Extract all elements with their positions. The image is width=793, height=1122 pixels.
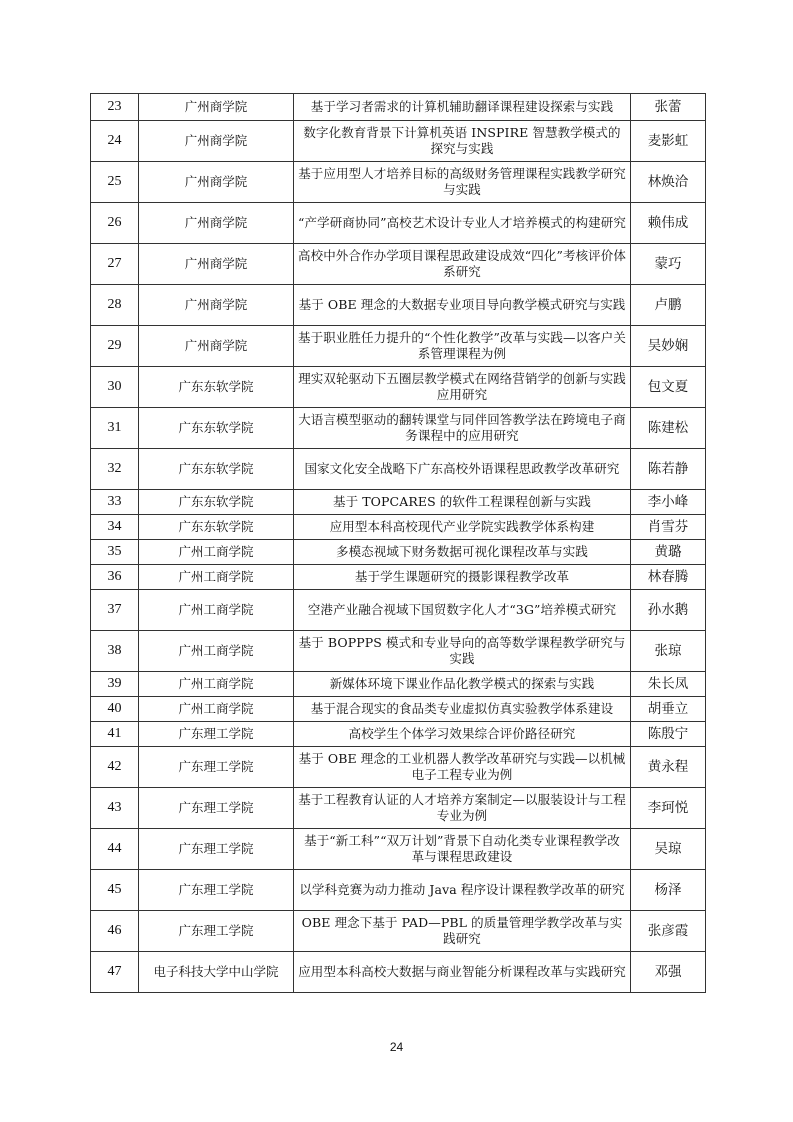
row-number-cell: 29 — [91, 326, 139, 367]
project-list-table — [90, 93, 706, 993]
leader-name-cell: 陈建松 — [631, 408, 706, 449]
project-title-cell: 高校中外合作办学项目课程思政建设成效“四化”考核评价体系研究 — [294, 244, 631, 285]
school-cell: 广州商学院 — [139, 203, 294, 244]
row-number-cell: 41 — [91, 722, 139, 747]
row-number-cell: 37 — [91, 590, 139, 631]
school-cell: 广州商学院 — [139, 94, 294, 121]
leader-name-cell: 黄璐 — [631, 540, 706, 565]
school-cell: 广州商学院 — [139, 285, 294, 326]
project-title-cell: 基于工程教育认证的人才培养方案制定—以服装设计与工程专业为例 — [294, 788, 631, 829]
school-cell: 广东东软学院 — [139, 367, 294, 408]
leader-name-cell: 张彦霞 — [631, 911, 706, 952]
table-row — [91, 565, 706, 590]
table-row — [91, 672, 706, 697]
leader-name-cell: 杨泽 — [631, 870, 706, 911]
project-title-cell: 数字化教育背景下计算机英语 INSPIRE 智慧教学模式的探究与实践 — [294, 121, 631, 162]
school-cell: 广东理工学院 — [139, 870, 294, 911]
school-cell: 广东理工学院 — [139, 747, 294, 788]
table-row — [91, 952, 706, 993]
table-row — [91, 911, 706, 952]
school-cell: 广州工商学院 — [139, 590, 294, 631]
page-number: 24 — [389, 1040, 404, 1054]
table-body — [91, 94, 706, 993]
leader-name-cell: 朱长凤 — [631, 672, 706, 697]
row-number-cell: 33 — [91, 490, 139, 515]
table-row — [91, 326, 706, 367]
row-number-cell: 39 — [91, 672, 139, 697]
leader-name-cell: 张琼 — [631, 631, 706, 672]
project-title-cell: 基于 TOPCARES 的软件工程课程创新与实践 — [294, 490, 631, 515]
project-title-cell: 基于职业胜任力提升的“个性化教学”改革与实践—以客户关系管理课程为例 — [294, 326, 631, 367]
leader-name-cell: 胡垂立 — [631, 697, 706, 722]
project-title-cell: 基于“新工科”“双万计划”背景下自动化类专业课程教学改革与课程思政建设 — [294, 829, 631, 870]
row-number-cell: 27 — [91, 244, 139, 285]
project-title-cell: 空港产业融合视域下国贸数字化人才“3G”培养模式研究 — [294, 590, 631, 631]
row-number-cell: 47 — [91, 952, 139, 993]
table-row — [91, 590, 706, 631]
school-cell: 广州工商学院 — [139, 631, 294, 672]
row-number-cell: 42 — [91, 747, 139, 788]
row-number-cell: 25 — [91, 162, 139, 203]
project-title-cell: 基于学生课题研究的摄影课程教学改革 — [294, 565, 631, 590]
leader-name-cell: 吴妙娴 — [631, 326, 706, 367]
project-title-cell: 基于 OBE 理念的工业机器人教学改革研究与实践—以机械电子工程专业为例 — [294, 747, 631, 788]
school-cell: 广州工商学院 — [139, 565, 294, 590]
project-title-cell: 理实双轮驱动下五圈层教学模式在网络营销学的创新与实践应用研究 — [294, 367, 631, 408]
table-row — [91, 94, 706, 121]
row-number-cell: 36 — [91, 565, 139, 590]
leader-name-cell: 蒙巧 — [631, 244, 706, 285]
leader-name-cell: 包文夏 — [631, 367, 706, 408]
row-number-cell: 38 — [91, 631, 139, 672]
table-row — [91, 870, 706, 911]
project-title-cell: 基于混合现实的食品类专业虚拟仿真实验教学体系建设 — [294, 697, 631, 722]
row-number-cell: 44 — [91, 829, 139, 870]
leader-name-cell: 卢鹏 — [631, 285, 706, 326]
school-cell: 广东东软学院 — [139, 408, 294, 449]
school-cell: 广东理工学院 — [139, 722, 294, 747]
school-cell: 广东东软学院 — [139, 449, 294, 490]
table-row — [91, 788, 706, 829]
table-row — [91, 722, 706, 747]
row-number-cell: 28 — [91, 285, 139, 326]
leader-name-cell: 赖伟成 — [631, 203, 706, 244]
project-title-cell: OBE 理念下基于 PAD—PBL 的质量管理学教学改革与实践研究 — [294, 911, 631, 952]
table-row — [91, 367, 706, 408]
table-row — [91, 121, 706, 162]
project-title-cell: 应用型本科高校现代产业学院实践教学体系构建 — [294, 515, 631, 540]
school-cell: 广州商学院 — [139, 162, 294, 203]
row-number-cell: 32 — [91, 449, 139, 490]
table-row — [91, 490, 706, 515]
project-title-cell: 基于学习者需求的计算机辅助翻译课程建设探索与实践 — [294, 94, 631, 121]
row-number-cell: 35 — [91, 540, 139, 565]
school-cell: 广州工商学院 — [139, 697, 294, 722]
school-cell: 广州商学院 — [139, 121, 294, 162]
leader-name-cell: 麦影虹 — [631, 121, 706, 162]
project-title-cell: 基于应用型人才培养目标的高级财务管理课程实践教学研究与实践 — [294, 162, 631, 203]
leader-name-cell: 黄永程 — [631, 747, 706, 788]
project-title-cell: 高校学生个体学习效果综合评价路径研究 — [294, 722, 631, 747]
project-title-cell: 以学科竞赛为动力推动 Java 程序设计课程教学改革的研究 — [294, 870, 631, 911]
leader-name-cell: 孙水鹅 — [631, 590, 706, 631]
table-row — [91, 408, 706, 449]
school-cell: 广东理工学院 — [139, 911, 294, 952]
project-title-cell: 应用型本科高校大数据与商业智能分析课程改革与实践研究 — [294, 952, 631, 993]
row-number-cell: 24 — [91, 121, 139, 162]
project-title-cell: 国家文化安全战略下广东高校外语课程思政教学改革研究 — [294, 449, 631, 490]
school-cell: 广州商学院 — [139, 326, 294, 367]
school-cell: 电子科技大学中山学院 — [139, 952, 294, 993]
leader-name-cell: 吴琼 — [631, 829, 706, 870]
project-title-cell: 多模态视域下财务数据可视化课程改革与实践 — [294, 540, 631, 565]
school-cell: 广东东软学院 — [139, 490, 294, 515]
row-number-cell: 31 — [91, 408, 139, 449]
school-cell: 广州商学院 — [139, 244, 294, 285]
row-number-cell: 23 — [91, 94, 139, 121]
table-row — [91, 244, 706, 285]
school-cell: 广东理工学院 — [139, 829, 294, 870]
school-cell: 广州工商学院 — [139, 540, 294, 565]
row-number-cell: 30 — [91, 367, 139, 408]
leader-name-cell: 林焕洽 — [631, 162, 706, 203]
leader-name-cell: 林春腾 — [631, 565, 706, 590]
project-title-cell: 基于 BOPPPS 模式和专业导向的高等数学课程教学研究与实践 — [294, 631, 631, 672]
leader-name-cell: 李珂悦 — [631, 788, 706, 829]
row-number-cell: 34 — [91, 515, 139, 540]
table-row — [91, 449, 706, 490]
project-title-cell: 基于 OBE 理念的大数据专业项目导向教学模式研究与实践 — [294, 285, 631, 326]
school-cell: 广东东软学院 — [139, 515, 294, 540]
table-row — [91, 747, 706, 788]
table-row — [91, 285, 706, 326]
leader-name-cell: 邓强 — [631, 952, 706, 993]
row-number-cell: 43 — [91, 788, 139, 829]
project-title-cell: “产学研商协同”高校艺术设计专业人才培养模式的构建研究 — [294, 203, 631, 244]
school-cell: 广州工商学院 — [139, 672, 294, 697]
table-row — [91, 515, 706, 540]
table-row — [91, 162, 706, 203]
leader-name-cell: 李小峰 — [631, 490, 706, 515]
table-row — [91, 631, 706, 672]
row-number-cell: 46 — [91, 911, 139, 952]
table-row — [91, 829, 706, 870]
leader-name-cell: 陈殷宁 — [631, 722, 706, 747]
leader-name-cell: 肖雪芬 — [631, 515, 706, 540]
leader-name-cell: 张蕾 — [631, 94, 706, 121]
table-row — [91, 540, 706, 565]
table-row — [91, 203, 706, 244]
leader-name-cell: 陈若静 — [631, 449, 706, 490]
school-cell: 广东理工学院 — [139, 788, 294, 829]
row-number-cell: 26 — [91, 203, 139, 244]
row-number-cell: 45 — [91, 870, 139, 911]
project-title-cell: 大语言模型驱动的翻转课堂与同伴回答教学法在跨境电子商务课程中的应用研究 — [294, 408, 631, 449]
row-number-cell: 40 — [91, 697, 139, 722]
table-row — [91, 697, 706, 722]
project-title-cell: 新媒体环境下课业作品化教学模式的探索与实践 — [294, 672, 631, 697]
